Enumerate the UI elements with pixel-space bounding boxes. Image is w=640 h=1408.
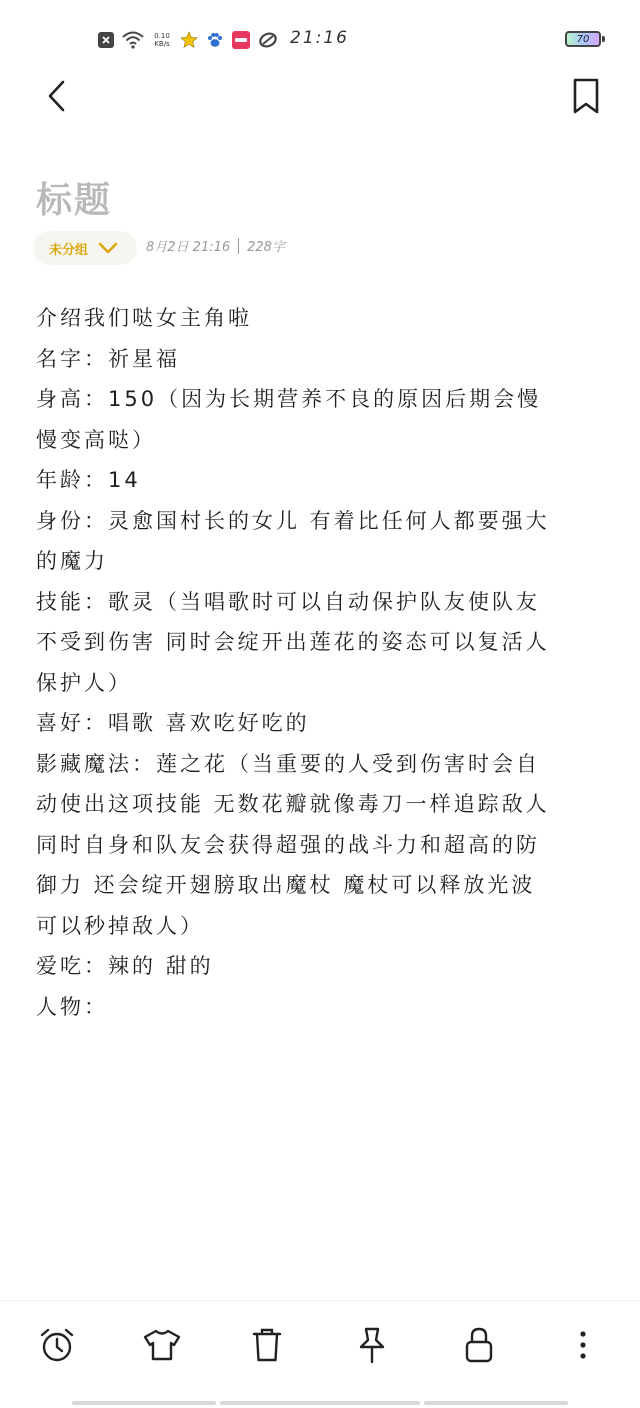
note-line: 动使出这项技能 无数花瓣就像毒刀一样追踪敌人 [36,792,550,816]
note-line: 慢变高哒） [36,427,156,452]
delete-button[interactable] [245,1323,289,1367]
note-title-field[interactable]: 标题 [36,180,113,221]
note-line: 爱吃：辣的 甜的 [36,954,214,978]
note-line: 身份：灵愈国村长的女儿 有着比任何人都要强大 [36,508,550,533]
note-line: 身高：150（因为长期营养不良的原因后期会慢 [36,387,542,411]
notification-close-icon [98,32,114,48]
pin-button[interactable] [350,1323,394,1367]
nav-indicator [424,1401,568,1405]
note-body[interactable] [36,298,611,1027]
status-time: 21:16 [290,28,349,48]
star-app-icon [180,31,198,49]
status-icons [98,28,278,52]
meta-divider [238,238,239,254]
note-line: 保护人） [36,670,132,695]
note-line: 同时自身和队友会获得超强的战斗力和超高的防 [36,832,540,857]
skin-button[interactable] [140,1323,184,1367]
note-meta [146,236,285,255]
note-line: 喜好：唱歌 喜欢吃好吃的 [36,711,310,735]
group-selector[interactable] [33,231,137,265]
word-count: 228字 [247,240,285,255]
group-label: 未分组 [49,242,89,258]
bookmark-icon [571,77,601,115]
net-speed: 0.10 KB/s [154,32,170,48]
battery-icon [565,31,601,47]
reminder-button[interactable] [35,1323,79,1367]
note-line: 不受到伤害 同时会绽开出莲花的姿态可以复活人 [36,630,550,654]
status-bar [0,0,640,78]
note-line: 影藏魔法：莲之花（当重要的人受到伤害时会自 [36,751,540,776]
lock-button[interactable] [457,1323,501,1367]
note-line: 的魔力 [36,549,108,573]
pink-app-icon [232,31,250,49]
note-date: 8月2日 21:16 [146,240,231,255]
paw-app-icon [206,31,224,49]
nav-indicator [220,1401,420,1405]
back-button[interactable] [36,74,76,118]
note-line: 御力 还会绽开翅膀取出魔杖 魔杖可以释放光波 [36,873,536,897]
note-line: 年龄：14 [36,468,141,492]
bottom-toolbar [0,1300,640,1387]
more-icon [579,1330,587,1360]
bookmark-button[interactable] [566,72,606,120]
alarm-icon [38,1327,76,1363]
note-line: 人物： [36,994,108,1019]
battery-level: 70 [576,33,590,45]
nav-indicator [72,1401,216,1405]
trash-icon [251,1327,283,1363]
chevron-left-icon [45,79,67,113]
note-line: 可以秒掉敌人） [36,913,204,938]
note-line: 技能：歌灵（当唱歌时可以自动保护队友使队友 [36,589,540,614]
shirt-icon [143,1328,181,1362]
chevron-down-icon [98,242,118,254]
sync-app-icon [258,31,278,49]
lock-icon [464,1326,494,1364]
more-button[interactable] [561,1323,605,1367]
note-line: 介绍我们哒女主角啦 [36,306,252,330]
wifi-icon [122,31,144,49]
note-line: 名字：祈星福 [36,346,180,371]
pin-icon [356,1326,388,1364]
